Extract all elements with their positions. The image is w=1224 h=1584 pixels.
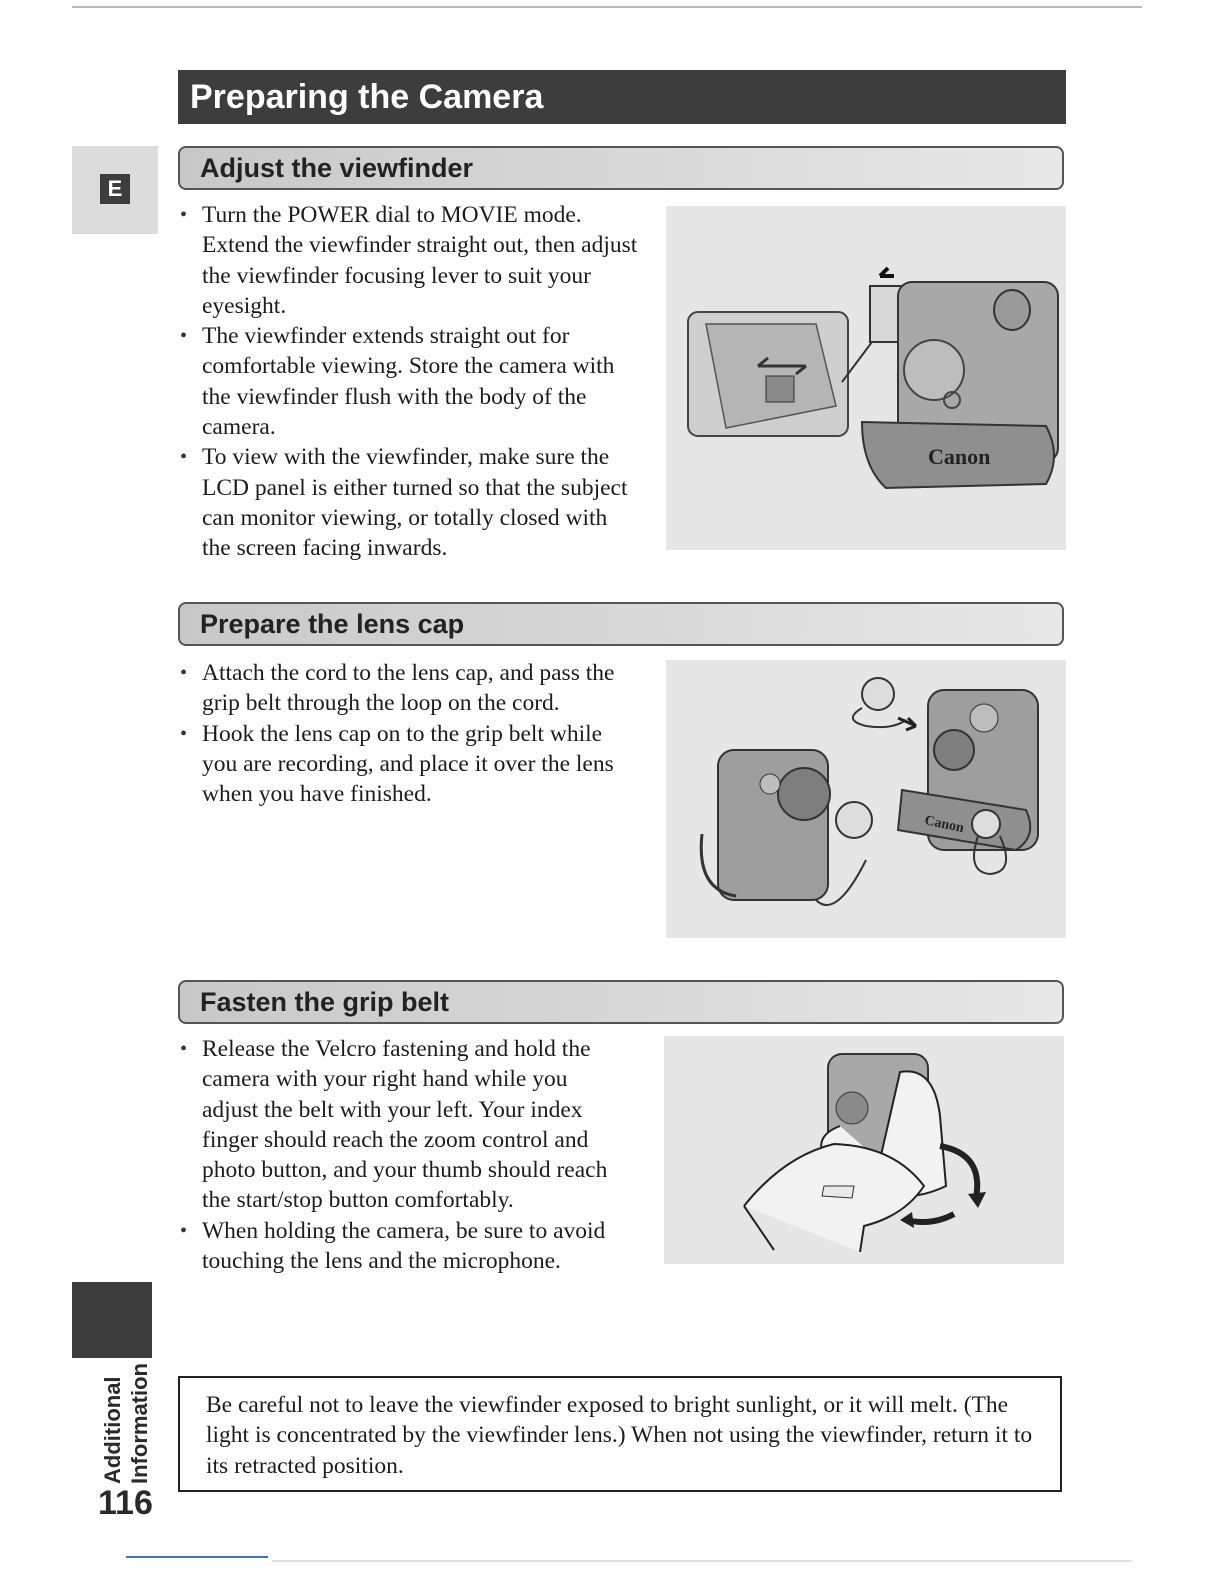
viewfinder-illustration (666, 206, 1066, 550)
viewfinder-bullets (180, 200, 640, 564)
bottom-rule-secondary (272, 1560, 1132, 1562)
brand-logo-text: Canon (928, 444, 991, 469)
top-rule (72, 6, 1142, 8)
brand-logo-text: Canon (923, 813, 966, 837)
side-section-label-line-1: Additional (100, 1376, 125, 1484)
section-heading-viewfinder: Adjust the viewfinder (178, 146, 1064, 190)
bottom-rule (126, 1556, 268, 1558)
lens-cap-illustration (666, 660, 1066, 938)
list-item: • The viewfinder extends straight out for comfortable viewing. Store the camera with the viewfinder flush with the body of the camera. (180, 321, 640, 442)
grip-belt-illustration (664, 1036, 1064, 1264)
section-heading-grip-belt: Fasten the grip belt (178, 980, 1064, 1024)
list-item: • Attach the cord to the lens cap, and pass the grip belt through the loop on the cord. (180, 658, 620, 719)
side-block (72, 1282, 152, 1358)
caution-box: Be careful not to leave the viewfinder exposed to bright sunlight, or it will melt. (The light is concentrated by the viewfinder lens.) When not using the viewfinder, return it to its retracted position. (178, 1376, 1062, 1492)
list-item: • To view with the viewfinder, make sure the LCD panel is either turned so that the subject can monitor viewing, or totally closed with the screen facing inwards. (180, 442, 640, 563)
page-number: 116 (98, 1484, 153, 1522)
list-item: • Release the Velcro fastening and hold the camera with your right hand while you adjust the belt with your left. Your index finger should reach the zoom control and photo button, and your thumb should reach the start/stop button comfortably. (180, 1034, 620, 1216)
section-tab (72, 146, 158, 234)
section-heading-lens-cap: Prepare the lens cap (178, 602, 1064, 646)
section-tab-letter: E (100, 174, 130, 204)
list-item: • Hook the lens cap on to the grip belt while you are recording, and place it over the lens when you have finished. (180, 719, 620, 810)
side-section-label-line-2: Information (127, 1363, 152, 1484)
lens-cap-bullets (180, 658, 620, 809)
list-item: • When holding the camera, be sure to avoid touching the lens and the microphone. (180, 1216, 620, 1277)
list-item: • Turn the POWER dial to MOVIE mode. Extend the viewfinder straight out, then adjust the viewfinder focusing lever to suit your eyesight. (180, 200, 640, 321)
page-title: Preparing the Camera (178, 70, 1066, 124)
grip-belt-bullets (180, 1034, 620, 1276)
side-section-label (99, 1363, 153, 1484)
